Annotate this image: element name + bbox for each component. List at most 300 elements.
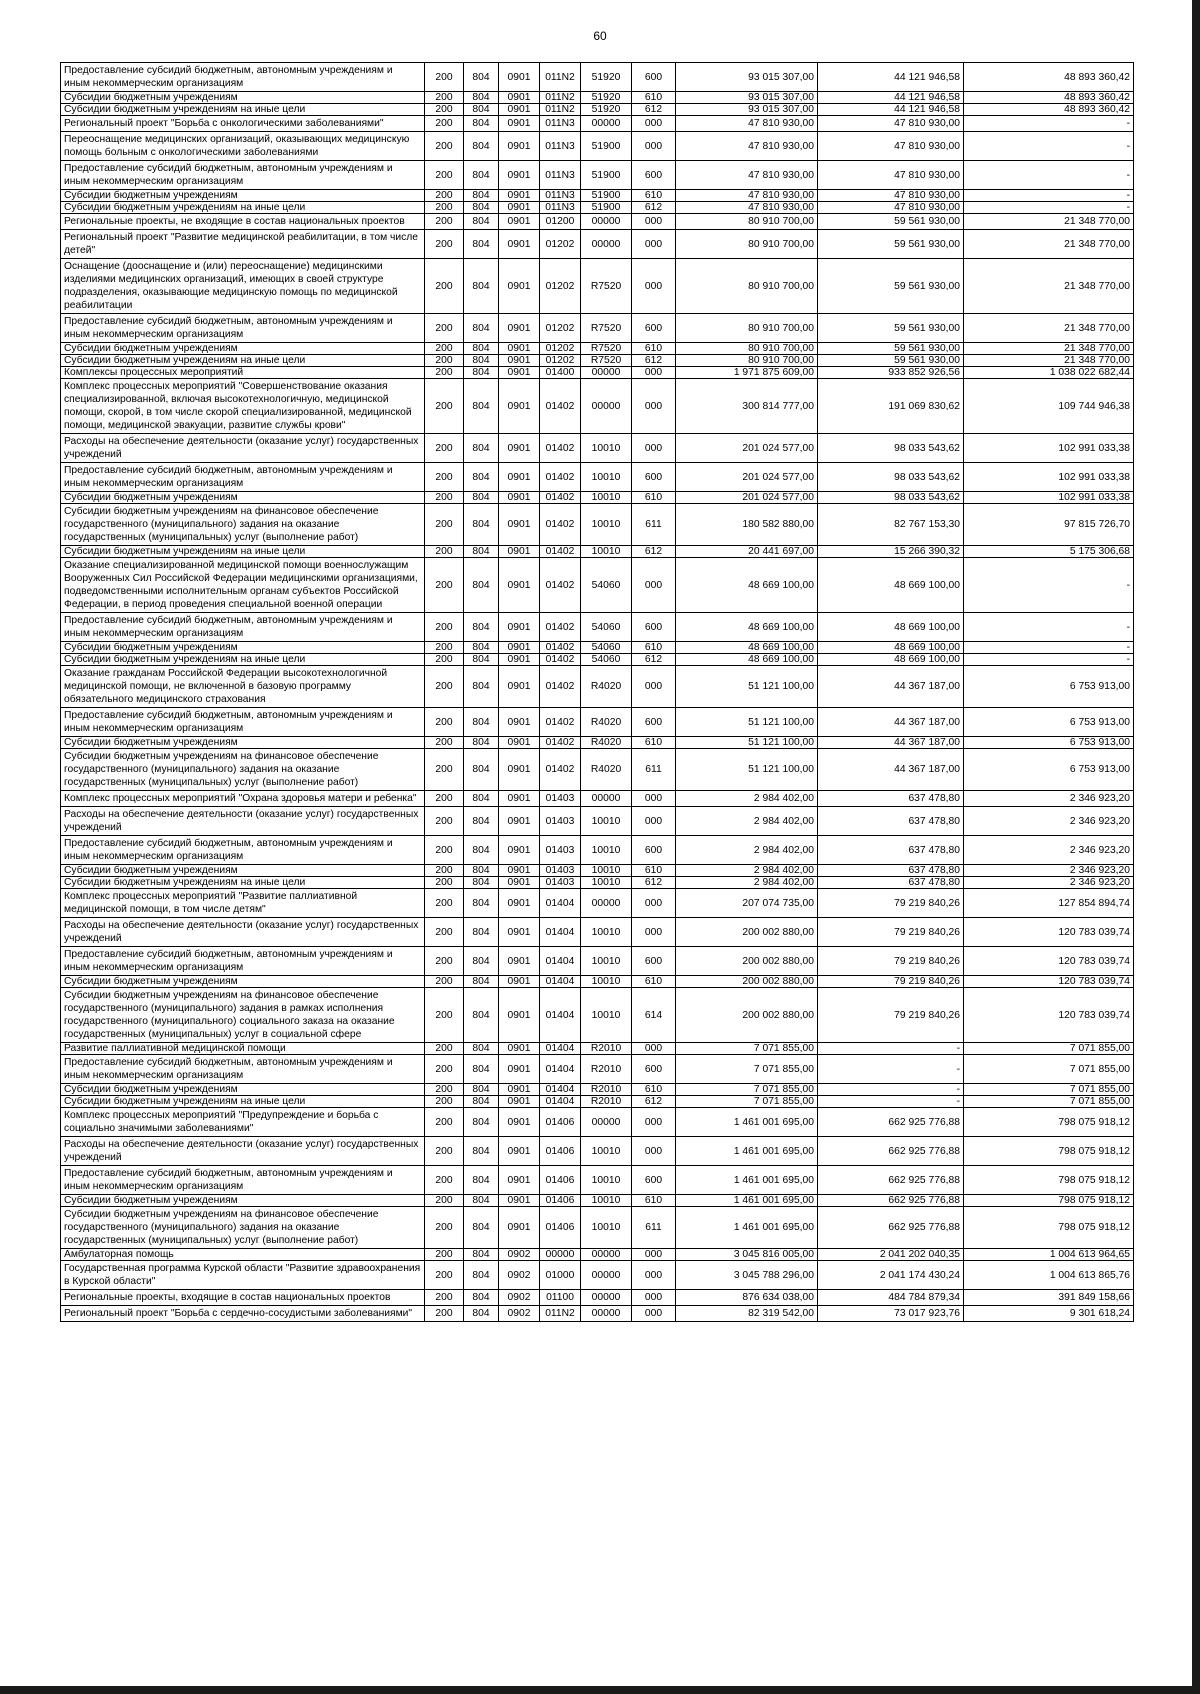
code-target-b: 10010 xyxy=(581,988,632,1043)
code-section: 0901 xyxy=(499,836,540,865)
table-row xyxy=(61,367,1134,379)
amount-executed: 44 121 946,58 xyxy=(818,63,964,92)
amount-remaining: 2 346 923,20 xyxy=(964,791,1134,807)
code-target-b: R4020 xyxy=(581,708,632,737)
row-description: Региональные проекты, не входящие в состав национальных проектов xyxy=(61,214,425,230)
amount-remaining: 127 854 894,74 xyxy=(964,889,1134,918)
row-description: Субсидии бюджетным учреждениям на иные цели xyxy=(61,546,425,558)
amount-planned: 2 984 402,00 xyxy=(676,836,818,865)
code-expense-type: 000 xyxy=(632,807,676,836)
amount-executed: 637 478,80 xyxy=(818,865,964,877)
code-admin: 200 xyxy=(425,642,464,654)
row-description: Региональный проект "Развитие медицинской реабилитации, в том числе детей" xyxy=(61,230,425,259)
code-ministry: 804 xyxy=(464,463,499,492)
code-admin: 200 xyxy=(425,865,464,877)
row-description: Комплекс процессных мероприятий "Совершенствование оказания специализированной, включая высокотехнологичную, медицинской помощи, скорой, в том числе скорой специализированной, медицинской помощи, медицинской эвакуации, развитие службы крови" xyxy=(61,379,425,434)
code-section: 0901 xyxy=(499,807,540,836)
amount-executed: 79 219 840,26 xyxy=(818,988,964,1043)
code-admin: 200 xyxy=(425,807,464,836)
row-description: Расходы на обеспечение деятельности (оказание услуг) государственных учреждений xyxy=(61,807,425,836)
code-section: 0901 xyxy=(499,92,540,104)
code-ministry: 804 xyxy=(464,877,499,889)
row-description: Предоставление субсидий бюджетным, автономным учреждениям и иным некоммерческим организациям xyxy=(61,63,425,92)
amount-remaining: - xyxy=(964,558,1134,613)
amount-planned: 3 045 816 005,00 xyxy=(676,1249,818,1261)
row-description: Предоставление субсидий бюджетным, автономным учреждениям и иным некоммерческим организациям xyxy=(61,1055,425,1084)
code-section: 0901 xyxy=(499,1043,540,1055)
code-section: 0901 xyxy=(499,613,540,642)
code-expense-type: 611 xyxy=(632,504,676,546)
code-section: 0901 xyxy=(499,63,540,92)
code-section: 0901 xyxy=(499,1207,540,1249)
code-ministry: 804 xyxy=(464,889,499,918)
code-target-a: 011N3 xyxy=(540,132,581,161)
code-expense-type: 614 xyxy=(632,988,676,1043)
code-ministry: 804 xyxy=(464,613,499,642)
amount-remaining: 1 004 613 865,76 xyxy=(964,1261,1134,1290)
amount-executed: 98 033 543,62 xyxy=(818,492,964,504)
code-target-a: 01403 xyxy=(540,807,581,836)
row-description: Субсидии бюджетным учреждениям xyxy=(61,343,425,355)
code-expense-type: 612 xyxy=(632,355,676,367)
code-admin: 200 xyxy=(425,889,464,918)
code-ministry: 804 xyxy=(464,666,499,708)
code-target-b: 10010 xyxy=(581,1195,632,1207)
code-ministry: 804 xyxy=(464,642,499,654)
code-ministry: 804 xyxy=(464,367,499,379)
amount-executed: 59 561 930,00 xyxy=(818,259,964,314)
amount-executed: 44 121 946,58 xyxy=(818,104,964,116)
code-ministry: 804 xyxy=(464,492,499,504)
table-row xyxy=(61,132,1134,161)
table-row xyxy=(61,434,1134,463)
code-target-a: 01403 xyxy=(540,791,581,807)
code-section: 0902 xyxy=(499,1306,540,1322)
code-target-b: 10010 xyxy=(581,1166,632,1195)
code-target-a: 01100 xyxy=(540,1290,581,1306)
code-ministry: 804 xyxy=(464,1290,499,1306)
amount-executed: 59 561 930,00 xyxy=(818,343,964,355)
amount-remaining: 21 348 770,00 xyxy=(964,355,1134,367)
code-ministry: 804 xyxy=(464,202,499,214)
table-row xyxy=(61,343,1134,355)
code-section: 0901 xyxy=(499,976,540,988)
amount-planned: 7 071 855,00 xyxy=(676,1084,818,1096)
code-section: 0901 xyxy=(499,230,540,259)
amount-executed: 48 669 100,00 xyxy=(818,613,964,642)
table-row xyxy=(61,463,1134,492)
code-section: 0901 xyxy=(499,791,540,807)
code-target-a: 01404 xyxy=(540,1096,581,1108)
code-section: 0901 xyxy=(499,749,540,791)
code-section: 0901 xyxy=(499,190,540,202)
code-target-a: 01200 xyxy=(540,214,581,230)
code-target-b: 00000 xyxy=(581,367,632,379)
code-target-a: 01404 xyxy=(540,1043,581,1055)
code-admin: 200 xyxy=(425,161,464,190)
code-admin: 200 xyxy=(425,546,464,558)
code-ministry: 804 xyxy=(464,1207,499,1249)
code-admin: 200 xyxy=(425,918,464,947)
row-description: Региональный проект "Борьба с онкологическими заболеваниями" xyxy=(61,116,425,132)
row-description: Субсидии бюджетным учреждениям xyxy=(61,976,425,988)
table-row xyxy=(61,92,1134,104)
code-target-b: 10010 xyxy=(581,504,632,546)
code-expense-type: 000 xyxy=(632,1290,676,1306)
code-admin: 200 xyxy=(425,1195,464,1207)
table-row xyxy=(61,877,1134,889)
code-admin: 200 xyxy=(425,1055,464,1084)
amount-planned: 47 810 930,00 xyxy=(676,132,818,161)
code-target-a: 011N3 xyxy=(540,202,581,214)
amount-executed: 484 784 879,34 xyxy=(818,1290,964,1306)
amount-executed: 44 367 187,00 xyxy=(818,749,964,791)
table-row xyxy=(61,116,1134,132)
amount-remaining: 2 346 923,20 xyxy=(964,807,1134,836)
code-expense-type: 000 xyxy=(632,889,676,918)
code-target-a: 01404 xyxy=(540,1084,581,1096)
amount-remaining: 120 783 039,74 xyxy=(964,918,1134,947)
row-description: Субсидии бюджетным учреждениям на финансовое обеспечение государственного (муниципального) задания в рамках исполнения государственного (муниципального) социального заказа на оказание государственных (муниципальных) услуг в социальной сфере xyxy=(61,988,425,1043)
code-target-a: 01406 xyxy=(540,1137,581,1166)
code-target-a: 00000 xyxy=(540,1249,581,1261)
amount-executed: 637 478,80 xyxy=(818,791,964,807)
code-ministry: 804 xyxy=(464,63,499,92)
amount-remaining: 798 075 918,12 xyxy=(964,1166,1134,1195)
amount-remaining: 6 753 913,00 xyxy=(964,666,1134,708)
amount-planned: 300 814 777,00 xyxy=(676,379,818,434)
code-target-a: 01202 xyxy=(540,230,581,259)
amount-remaining: 2 346 923,20 xyxy=(964,836,1134,865)
code-section: 0902 xyxy=(499,1249,540,1261)
amount-planned: 7 071 855,00 xyxy=(676,1096,818,1108)
amount-planned: 20 441 697,00 xyxy=(676,546,818,558)
code-ministry: 804 xyxy=(464,947,499,976)
code-expense-type: 600 xyxy=(632,463,676,492)
code-admin: 200 xyxy=(425,1084,464,1096)
amount-planned: 201 024 577,00 xyxy=(676,434,818,463)
code-section: 0901 xyxy=(499,116,540,132)
amount-planned: 2 984 402,00 xyxy=(676,791,818,807)
code-admin: 200 xyxy=(425,355,464,367)
table-row xyxy=(61,1290,1134,1306)
row-description: Субсидии бюджетным учреждениям на финансовое обеспечение государственного (муниципального) задания на оказание государственных (муниципальных) услуг (выполнение работ) xyxy=(61,504,425,546)
code-target-a: 011N3 xyxy=(540,190,581,202)
code-section: 0901 xyxy=(499,492,540,504)
code-target-a: 01403 xyxy=(540,877,581,889)
code-admin: 200 xyxy=(425,1096,464,1108)
code-admin: 200 xyxy=(425,1306,464,1322)
amount-remaining: 48 893 360,42 xyxy=(964,92,1134,104)
table-row xyxy=(61,314,1134,343)
code-expense-type: 610 xyxy=(632,92,676,104)
amount-executed: 47 810 930,00 xyxy=(818,132,964,161)
table-row xyxy=(61,737,1134,749)
code-target-a: 01402 xyxy=(540,654,581,666)
amount-remaining: 48 893 360,42 xyxy=(964,104,1134,116)
code-target-b: 10010 xyxy=(581,918,632,947)
code-section: 0901 xyxy=(499,504,540,546)
code-target-b: 10010 xyxy=(581,463,632,492)
code-ministry: 804 xyxy=(464,355,499,367)
row-description: Оказание гражданам Российской Федерации высокотехнологичной медицинской помощи, не включенной в базовую программу обязательного медицинского страхования xyxy=(61,666,425,708)
code-target-b: 00000 xyxy=(581,1306,632,1322)
row-description: Субсидии бюджетным учреждениям на финансовое обеспечение государственного (муниципального) задания на оказание государственных (муниципальных) услуг (выполнение работ) xyxy=(61,1207,425,1249)
table-row xyxy=(61,1084,1134,1096)
code-expense-type: 612 xyxy=(632,546,676,558)
code-section: 0901 xyxy=(499,161,540,190)
amount-executed: 48 669 100,00 xyxy=(818,642,964,654)
code-expense-type: 000 xyxy=(632,214,676,230)
code-ministry: 804 xyxy=(464,230,499,259)
code-expense-type: 000 xyxy=(632,132,676,161)
amount-planned: 51 121 100,00 xyxy=(676,749,818,791)
amount-planned: 1 461 001 695,00 xyxy=(676,1207,818,1249)
code-ministry: 804 xyxy=(464,1055,499,1084)
code-target-a: 01402 xyxy=(540,546,581,558)
code-section: 0901 xyxy=(499,1055,540,1084)
code-section: 0901 xyxy=(499,666,540,708)
amount-executed: 59 561 930,00 xyxy=(818,214,964,230)
code-admin: 200 xyxy=(425,230,464,259)
amount-planned: 93 015 307,00 xyxy=(676,104,818,116)
budget-table xyxy=(60,62,1134,1322)
code-admin: 200 xyxy=(425,314,464,343)
row-description: Развитие паллиативной медицинской помощи xyxy=(61,1043,425,1055)
code-target-b: R7520 xyxy=(581,355,632,367)
code-ministry: 804 xyxy=(464,214,499,230)
code-target-a: 01402 xyxy=(540,434,581,463)
amount-remaining: 102 991 033,38 xyxy=(964,463,1134,492)
code-target-b: 51920 xyxy=(581,92,632,104)
code-section: 0901 xyxy=(499,314,540,343)
amount-remaining: 21 348 770,00 xyxy=(964,343,1134,355)
amount-remaining: - xyxy=(964,132,1134,161)
amount-remaining: - xyxy=(964,642,1134,654)
code-target-b: 10010 xyxy=(581,976,632,988)
amount-planned: 1 971 875 609,00 xyxy=(676,367,818,379)
code-target-a: 011N2 xyxy=(540,104,581,116)
amount-executed: 48 669 100,00 xyxy=(818,558,964,613)
amount-executed: 79 219 840,26 xyxy=(818,947,964,976)
code-section: 0901 xyxy=(499,642,540,654)
code-section: 0901 xyxy=(499,463,540,492)
table-row xyxy=(61,666,1134,708)
table-row xyxy=(61,214,1134,230)
amount-executed: 2 041 202 040,35 xyxy=(818,1249,964,1261)
code-section: 0901 xyxy=(499,259,540,314)
code-target-a: 01402 xyxy=(540,463,581,492)
row-description: Субсидии бюджетным учреждениям xyxy=(61,190,425,202)
code-target-a: 01406 xyxy=(540,1166,581,1195)
amount-remaining: 798 075 918,12 xyxy=(964,1108,1134,1137)
code-expense-type: 000 xyxy=(632,1261,676,1290)
row-description: Субсидии бюджетным учреждениям на иные цели xyxy=(61,202,425,214)
code-expense-type: 610 xyxy=(632,865,676,877)
code-target-b: R2010 xyxy=(581,1043,632,1055)
scan-border-bottom xyxy=(0,1686,1200,1694)
amount-executed: - xyxy=(818,1096,964,1108)
code-target-a: 01403 xyxy=(540,836,581,865)
code-target-b: 00000 xyxy=(581,1261,632,1290)
row-description: Комплекс процессных мероприятий "Охрана здоровья матери и ребенка" xyxy=(61,791,425,807)
table-row xyxy=(61,1096,1134,1108)
code-admin: 200 xyxy=(425,379,464,434)
code-target-b: 51900 xyxy=(581,132,632,161)
code-admin: 200 xyxy=(425,492,464,504)
table-row xyxy=(61,791,1134,807)
amount-planned: 80 910 700,00 xyxy=(676,355,818,367)
row-description: Субсидии бюджетным учреждениям xyxy=(61,737,425,749)
code-expense-type: 000 xyxy=(632,1249,676,1261)
amount-remaining: 97 815 726,70 xyxy=(964,504,1134,546)
code-target-a: 01404 xyxy=(540,889,581,918)
table-row xyxy=(61,1207,1134,1249)
table-row xyxy=(61,976,1134,988)
scan-border-right xyxy=(1192,0,1200,1694)
amount-planned: 1 461 001 695,00 xyxy=(676,1166,818,1195)
code-target-b: 00000 xyxy=(581,1249,632,1261)
amount-planned: 47 810 930,00 xyxy=(676,161,818,190)
amount-remaining: - xyxy=(964,161,1134,190)
row-description: Государственная программа Курской области "Развитие здравоохранения в Курской области" xyxy=(61,1261,425,1290)
row-description: Субсидии бюджетным учреждениям xyxy=(61,1195,425,1207)
amount-planned: 3 045 788 296,00 xyxy=(676,1261,818,1290)
code-admin: 200 xyxy=(425,92,464,104)
amount-remaining: - xyxy=(964,613,1134,642)
table-row xyxy=(61,190,1134,202)
amount-executed: 662 925 776,88 xyxy=(818,1137,964,1166)
code-admin: 200 xyxy=(425,202,464,214)
table-row xyxy=(61,836,1134,865)
amount-executed: 44 367 187,00 xyxy=(818,737,964,749)
code-admin: 200 xyxy=(425,791,464,807)
amount-planned: 207 074 735,00 xyxy=(676,889,818,918)
code-target-a: 01402 xyxy=(540,666,581,708)
code-target-b: 10010 xyxy=(581,836,632,865)
table-row xyxy=(61,1055,1134,1084)
amount-executed: 662 925 776,88 xyxy=(818,1166,964,1195)
code-expense-type: 610 xyxy=(632,190,676,202)
code-expense-type: 600 xyxy=(632,836,676,865)
code-admin: 200 xyxy=(425,836,464,865)
code-admin: 200 xyxy=(425,1207,464,1249)
amount-remaining: 6 753 913,00 xyxy=(964,749,1134,791)
code-expense-type: 600 xyxy=(632,1166,676,1195)
code-expense-type: 610 xyxy=(632,737,676,749)
amount-executed: 662 925 776,88 xyxy=(818,1207,964,1249)
table-body xyxy=(61,63,1134,1322)
code-target-a: 01404 xyxy=(540,1055,581,1084)
code-section: 0901 xyxy=(499,546,540,558)
row-description: Предоставление субсидий бюджетным, автономным учреждениям и иным некоммерческим организациям xyxy=(61,463,425,492)
code-target-b: 54060 xyxy=(581,558,632,613)
code-ministry: 804 xyxy=(464,314,499,343)
table-row xyxy=(61,1306,1134,1322)
code-admin: 200 xyxy=(425,666,464,708)
code-section: 0901 xyxy=(499,367,540,379)
code-ministry: 804 xyxy=(464,343,499,355)
code-ministry: 804 xyxy=(464,1261,499,1290)
amount-executed: 79 219 840,26 xyxy=(818,918,964,947)
amount-planned: 80 910 700,00 xyxy=(676,259,818,314)
amount-remaining: 798 075 918,12 xyxy=(964,1137,1134,1166)
amount-executed: 637 478,80 xyxy=(818,836,964,865)
code-target-a: 011N2 xyxy=(540,92,581,104)
amount-remaining: 798 075 918,12 xyxy=(964,1195,1134,1207)
code-section: 0901 xyxy=(499,988,540,1043)
table-row xyxy=(61,1249,1134,1261)
table-row xyxy=(61,988,1134,1043)
table-row xyxy=(61,865,1134,877)
code-ministry: 804 xyxy=(464,737,499,749)
amount-executed: 47 810 930,00 xyxy=(818,190,964,202)
amount-planned: 48 669 100,00 xyxy=(676,654,818,666)
amount-remaining: 102 991 033,38 xyxy=(964,434,1134,463)
amount-remaining: 120 783 039,74 xyxy=(964,947,1134,976)
row-description: Субсидии бюджетным учреждениям xyxy=(61,865,425,877)
amount-executed: 662 925 776,88 xyxy=(818,1195,964,1207)
code-admin: 200 xyxy=(425,63,464,92)
amount-remaining: 7 071 855,00 xyxy=(964,1055,1134,1084)
row-description: Предоставление субсидий бюджетным, автономным учреждениям и иным некоммерческим организациям xyxy=(61,1166,425,1195)
code-target-a: 01402 xyxy=(540,642,581,654)
code-expense-type: 000 xyxy=(632,367,676,379)
code-expense-type: 000 xyxy=(632,379,676,434)
amount-executed: 48 669 100,00 xyxy=(818,654,964,666)
code-ministry: 804 xyxy=(464,1195,499,1207)
table-row xyxy=(61,918,1134,947)
amount-planned: 2 984 402,00 xyxy=(676,865,818,877)
code-admin: 200 xyxy=(425,1166,464,1195)
code-target-b: 54060 xyxy=(581,654,632,666)
code-section: 0902 xyxy=(499,1261,540,1290)
table-row xyxy=(61,642,1134,654)
amount-executed: 82 767 153,30 xyxy=(818,504,964,546)
code-target-b: 00000 xyxy=(581,379,632,434)
amount-planned: 7 071 855,00 xyxy=(676,1043,818,1055)
code-ministry: 804 xyxy=(464,104,499,116)
code-admin: 200 xyxy=(425,976,464,988)
code-section: 0901 xyxy=(499,558,540,613)
code-section: 0901 xyxy=(499,202,540,214)
code-target-b: 00000 xyxy=(581,214,632,230)
row-description: Комплексы процессных мероприятий xyxy=(61,367,425,379)
amount-planned: 180 582 880,00 xyxy=(676,504,818,546)
code-target-b: 51920 xyxy=(581,63,632,92)
amount-planned: 1 461 001 695,00 xyxy=(676,1195,818,1207)
code-target-a: 01402 xyxy=(540,613,581,642)
code-target-b: 10010 xyxy=(581,865,632,877)
code-target-a: 01402 xyxy=(540,379,581,434)
row-description: Амбулаторная помощь xyxy=(61,1249,425,1261)
amount-remaining: 9 301 618,24 xyxy=(964,1306,1134,1322)
amount-planned: 48 669 100,00 xyxy=(676,642,818,654)
code-ministry: 804 xyxy=(464,918,499,947)
amount-executed: 637 478,80 xyxy=(818,807,964,836)
code-target-a: 011N3 xyxy=(540,116,581,132)
row-description: Субсидии бюджетным учреждениям на иные цели xyxy=(61,1096,425,1108)
code-admin: 200 xyxy=(425,367,464,379)
code-section: 0901 xyxy=(499,1195,540,1207)
code-target-b: 51900 xyxy=(581,190,632,202)
row-description: Региональные проекты, входящие в состав национальных проектов xyxy=(61,1290,425,1306)
code-target-a: 01400 xyxy=(540,367,581,379)
code-admin: 200 xyxy=(425,947,464,976)
table-row xyxy=(61,259,1134,314)
amount-planned: 80 910 700,00 xyxy=(676,214,818,230)
code-ministry: 804 xyxy=(464,1306,499,1322)
